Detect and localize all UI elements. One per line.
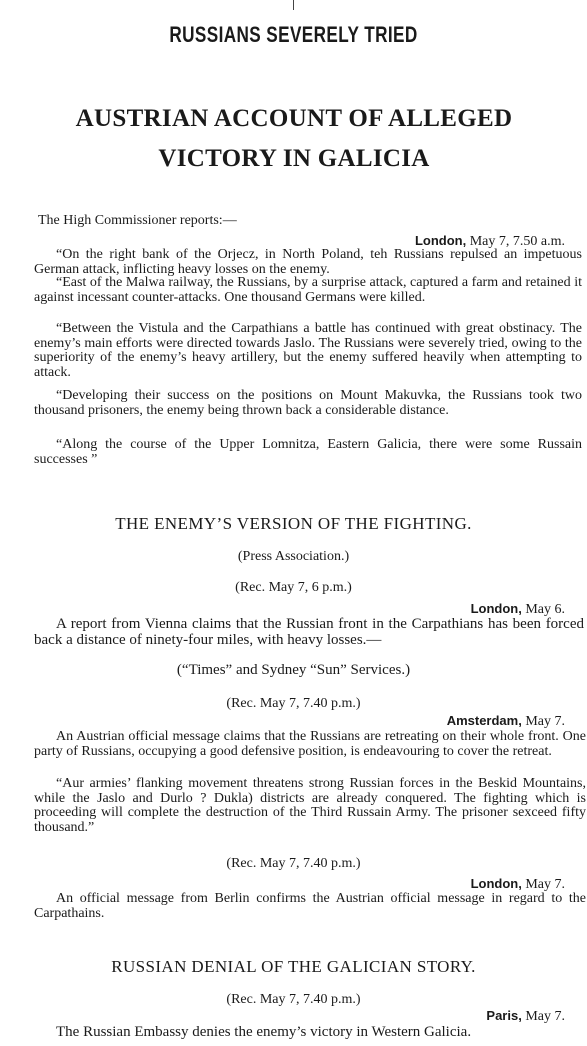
dateline-time: May 7.	[525, 877, 565, 892]
paragraph: “Along the course of the Upper Lomnitza, Eastern Galicia, there were some Russain successes ”	[34, 437, 582, 467]
paragraph: “Developing their success on the positions on Mount Makuvka, the Russians took two thousand prisoners, the enemy being thrown back a considerable distance.	[34, 388, 582, 418]
section2-received: (Rec. May 7, 6 p.m.)	[235, 580, 352, 595]
dateline-place: London,	[470, 876, 522, 891]
paragraph: “Between the Vistula and the Carpathians a battle has continued with great obstinacy. The enemy’s main efforts were directed towards Jaslo. The Russians were severely tried, owing to the superiority of the enemy’s heavy artillery, but the enemy suffered heavily when attempting to attack.	[34, 321, 582, 380]
section5-received: (Rec. May 7, 7.40 p.m.)	[226, 992, 361, 1007]
paragraph: “East of the Malwa railway, the Russians, by a surprise attack, captured a farm and retained it against incessant counter-attacks. One thousand Germans were killed.	[34, 275, 582, 305]
paragraph: An Austrian official message claims that the Russians are retreating on their whole front. One party of Russians, occupying a good defensive position, is endeavouring to cover the retreat.	[34, 729, 586, 759]
dateline-place: Paris,	[486, 1008, 522, 1023]
section2-source: (Press Association.)	[237, 549, 350, 564]
paragraph: A report from Vienna claims that the Russian front in the Carpathians has been forced back a distance of ninety-four miles, with heavy losses.—	[34, 616, 584, 648]
dateline-place: London,	[470, 601, 522, 616]
section4-received: (Rec. May 7, 7.40 p.m.)	[226, 856, 361, 871]
paragraph: The Russian Embassy denies the enemy’s victory in Western Galicia.	[56, 1024, 472, 1040]
paragraph: An official message from Berlin confirms the Austrian official message in regard to the Carpathains.	[34, 891, 586, 921]
paragraph: “Aur armies’ flanking movement threatens strong Russian forces in the Beskid Mountains, while the Jaslo and Durlo ? Dukla) districts are already conquered. The fighting which is proceeding will complete the destruction of the Third Russain Army. The prisoner sexceed fifty thousand.”	[34, 776, 586, 835]
paragraph: “On the right bank of the Orjecz, in North Poland, teh Russians repulsed an impetuous German attack, inflicting heavy losses on the enemy.	[34, 247, 582, 277]
dateline-time: May 7.	[525, 1009, 565, 1024]
section5-heading: RUSSIAN DENIAL OF THE GALICIAN STORY.	[111, 957, 476, 976]
section1-intro: The High Commissioner reports:—	[38, 213, 237, 228]
section5-dateline	[486, 1008, 565, 1025]
section2-heading: THE ENEMY’S VERSION OF THE FIGHTING.	[115, 514, 472, 533]
dateline-time: May 7.	[525, 714, 565, 729]
dateline-place: Amsterdam,	[446, 713, 522, 728]
section3-dateline	[447, 713, 565, 730]
section3-received: (Rec. May 7, 7.40 p.m.)	[226, 696, 361, 711]
section3-source: (“Times” and Sydney “Sun” Services.)	[176, 662, 411, 678]
dateline-time: May 7, 7.50 a.m.	[469, 234, 565, 249]
headline: RUSSIANS SEVERELY TRIED	[169, 22, 418, 47]
dateline-time: May 6.	[525, 602, 565, 617]
subhead: AUSTRIAN ACCOUNT OF ALLEGED VICTORY IN GALICIA	[75, 105, 513, 172]
top-rule	[293, 0, 294, 10]
dateline-place: London,	[414, 233, 467, 248]
